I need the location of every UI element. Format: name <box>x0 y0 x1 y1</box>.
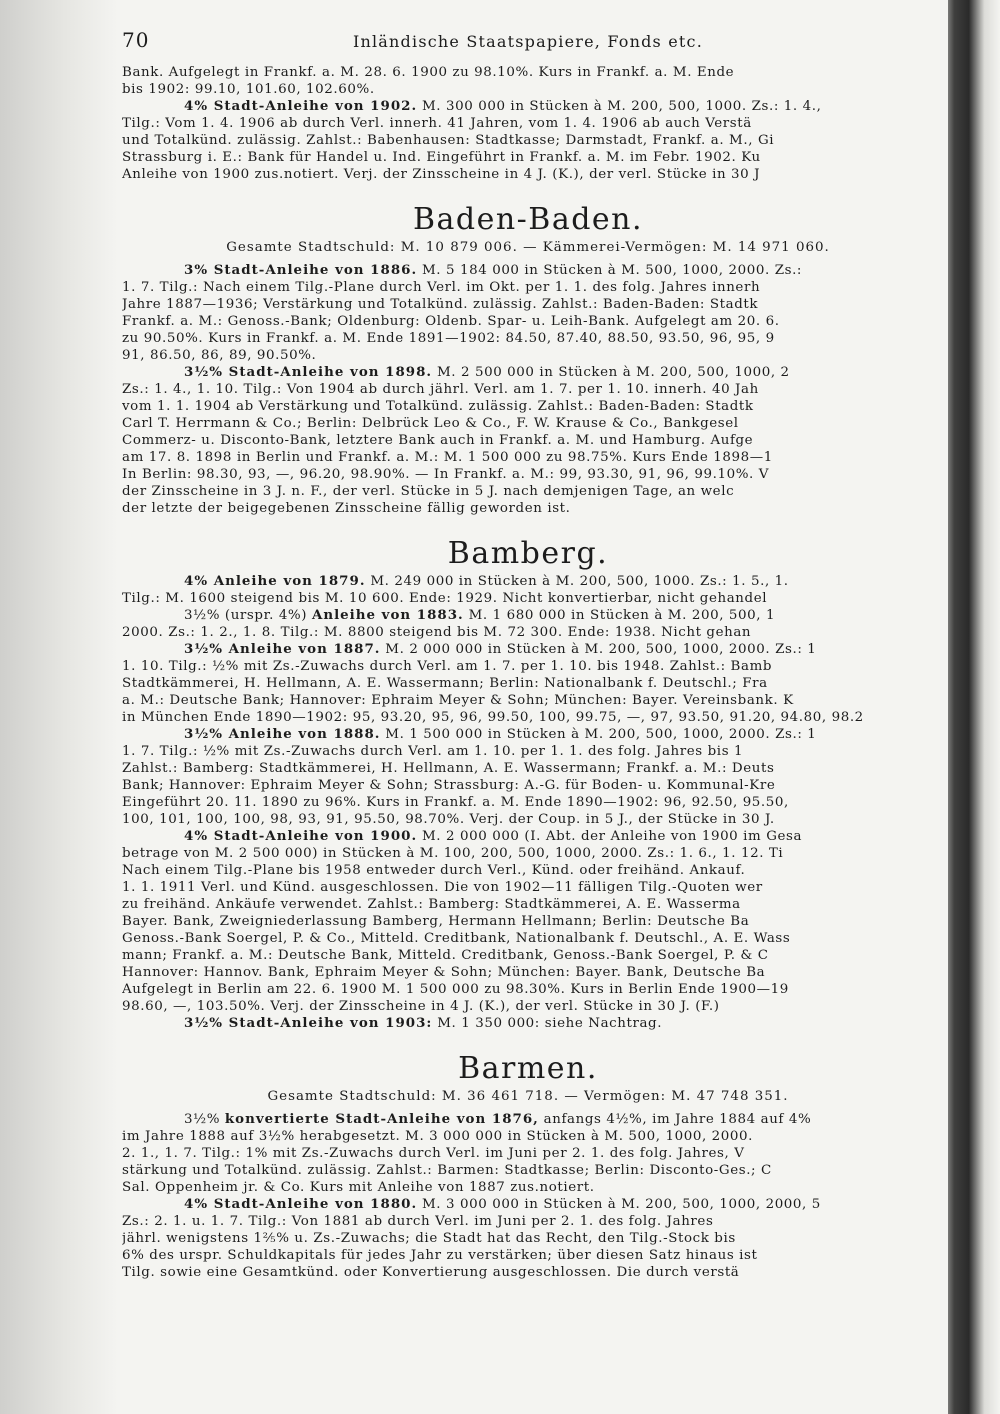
text-line: 2000. Zs.: 1. 2., 1. 8. Tilg.: M. 8800 steigend bis M. 72 300. Ende: 1938. Nicht gehan <box>122 625 752 640</box>
loan-heading: 3% Stadt-Anleihe von 1886. <box>184 262 418 278</box>
text-line: Sal. Oppenheim jr. & Co. Kurs mit Anleihe von 1887 zus.notiert. <box>122 1180 595 1195</box>
text-line <box>122 607 934 624</box>
text-line: Tilg. sowie eine Gesamtkünd. oder Konvertierung ausgeschlossen. Die durch verstä <box>122 1265 740 1280</box>
text-line: Genoss.-Bank Soergel, P. & Co., Mitteld. Creditbank, Nationalbank f. Deutschl., A. E. Wass <box>122 931 791 946</box>
text-line: und Totalkünd. zulässig. Zahlst.: Babenhausen: Stadtkasse; Darmstadt, Frankf. a. M., Gi <box>122 133 775 148</box>
text-line <box>122 364 934 381</box>
text-line: 100, 101, 100, 100, 98, 93, 91, 95.50, 98.70%. Verj. der Coup. in 5 J., der Stücke in 30 J. <box>122 812 775 827</box>
loan-text: M. 1 350 000: siehe Nachtrag. <box>432 1016 663 1031</box>
text-line: in München Ende 1890—1902: 95, 93.20, 95, 96, 99.50, 100, 99.75, —, 97, 93.50, 91.20, 94.80, 98.2 <box>122 710 864 725</box>
text-line: Aufgelegt in Berlin am 22. 6. 1900 M. 1 500 000 zu 98.30%. Kurs in Berlin Ende 1900—19 <box>122 982 789 997</box>
text-line: der Zinsscheine in 3 J. n. F., der verl. Stücke in 5 J. nach demjenigen Tage, an welc <box>122 484 735 499</box>
loan-heading: 4% Stadt-Anleihe von 1902. <box>184 98 418 114</box>
text-line: Nach einem Tilg.-Plane bis 1958 entweder durch Verl., Künd. oder freihänd. Ankauf. <box>122 863 746 878</box>
left-scan-margin <box>0 0 118 1414</box>
loan-heading: 4% Anleihe von 1879. <box>184 573 366 589</box>
text-line: 1. 1. 1911 Verl. und Künd. ausgeschlossen. Die von 1902—11 fälligen Tilg.-Quoten wer <box>122 880 763 895</box>
text-line: Carl T. Herrmann & Co.; Berlin: Delbrück Leo & Co., F. W. Krause & Co., Bankgesel <box>122 416 739 431</box>
intro-block <box>122 64 934 183</box>
text-line: a. M.: Deutsche Bank; Hannover: Ephraim Meyer & Sohn; München: Bayer. Vereinsbank. K <box>122 693 794 708</box>
document-page <box>122 24 934 1281</box>
loan-heading: 4% Stadt-Anleihe von 1900. <box>184 828 418 844</box>
loan-rate: 3½% (urspr. 4%) <box>184 608 312 623</box>
section-bamberg <box>122 535 934 1032</box>
section-summary: Gesamte Stadtschuld: M. 36 461 718. — Vermögen: M. 47 748 351. <box>267 1089 789 1104</box>
text-line: Bank. Aufgelegt in Frankf. a. M. 28. 6. 1900 zu 98.10%. Kurs in Frankf. a. M. Ende <box>122 65 735 80</box>
loan-heading: 3½% Anleihe von 1887. <box>184 641 381 657</box>
right-scan-margin <box>948 0 1000 1414</box>
text-line: Bank; Hannover: Ephraim Meyer & Sohn; Strassburg: A.-G. für Boden- u. Kommunal-Kre <box>122 778 776 793</box>
text-line: jährl. wenigstens 1⅖% u. Zs.-Zuwachs; die Stadt hat das Recht, den Tilg.-Stock bis <box>122 1231 736 1246</box>
loan-text: M. 5 184 000 in Stücken à M. 500, 1000, 2000. Zs.: <box>417 263 803 278</box>
text-line: 1. 7. Tilg.: ½% mit Zs.-Zuwachs durch Verl. am 1. 10. per 1. 1. des folg. Jahres bis 1 <box>122 744 744 759</box>
text-line: vom 1. 1. 1904 ab Verstärkung und Totalkünd. zulässig. Zahlst.: Baden-Baden: Stadtk <box>122 399 754 414</box>
loan-text: M. 1 680 000 in Stücken à M. 200, 500, 1 <box>463 608 776 623</box>
text-line: der letzte der beigegebenen Zinsscheine fällig geworden ist. <box>122 501 571 516</box>
text-line <box>122 1111 934 1128</box>
section-barmen <box>122 1050 934 1281</box>
section-summary: Gesamte Stadtschuld: M. 10 879 006. — Kämmerei-Vermögen: M. 14 971 060. <box>226 240 830 255</box>
section-title: Barmen. <box>458 1051 598 1086</box>
text-line: Zs.: 2. 1. u. 1. 7. Tilg.: Von 1881 ab durch Verl. im Juni per 2. 1. des folg. Jahres <box>122 1214 714 1229</box>
loan-text: M. 1 500 000 in Stücken à M. 200, 500, 1000, 2000. Zs.: 1 <box>380 727 817 742</box>
text-line <box>122 726 934 743</box>
loan-heading: 3½% Stadt-Anleihe von 1903: <box>184 1015 433 1031</box>
loan-text: M. 2 000 000 (I. Abt. der Anleihe von 1900 im Gesa <box>417 829 803 844</box>
text-line: 98.60, —, 103.50%. Verj. der Zinsscheine in 4 J. (K.), der verl. Stücke in 30 J. (F.) <box>122 999 720 1014</box>
text-line: am 17. 8. 1898 in Berlin und Frankf. a. M.: M. 1 500 000 zu 98.75%. Kurs Ende 1898—1 <box>122 450 773 465</box>
text-line: stärkung und Totalkünd. zulässig. Zahlst.: Barmen: Stadtkasse; Berlin: Disconto-Ges.; C <box>122 1163 772 1178</box>
loan-text: M. 2 000 000 in Stücken à M. 200, 500, 1000, 2000. Zs.: 1 <box>380 642 817 657</box>
text-line: Hannover: Hannov. Bank, Ephraim Meyer & Sohn; München: Bayer. Bank, Deutsche Ba <box>122 965 766 980</box>
loan-text: anfangs 4½%, im Jahre 1884 auf 4% <box>538 1112 812 1127</box>
loan-rate: 3½% <box>184 1112 225 1127</box>
page-number: 70 <box>122 28 150 52</box>
text-line: Zahlst.: Bamberg: Stadtkämmerei, H. Hellmann, A. E. Wassermann; Frankf. a. M.: Deuts <box>122 761 775 776</box>
loan-text: M. 3 000 000 in Stücken à M. 200, 500, 1000, 2000, 5 <box>417 1197 821 1212</box>
loan-text: M. 2 500 000 in Stücken à M. 200, 500, 1000, 2 <box>432 365 790 380</box>
text-line: zu freihänd. Ankäufe verwendet. Zahlst.: Bamberg: Stadtkämmerei, A. E. Wasserma <box>122 897 741 912</box>
text-line: Tilg.: M. 1600 steigend bis M. 10 600. Ende: 1929. Nicht konvertierbar, nicht gehandel <box>122 591 768 606</box>
loan-heading: Anleihe von 1883. <box>311 607 464 623</box>
page-title: Inländische Staatspapiere, Fonds etc. <box>352 32 704 51</box>
text-line: 6% des urspr. Schuldkapitals für jedes Jahr zu verstärken; über diesen Satz hinaus ist <box>122 1248 758 1263</box>
text-line <box>122 98 934 115</box>
text-line: 1. 7. Tilg.: Nach einem Tilg.-Plane durch Verl. im Okt. per 1. 1. des folg. Jahres innerh <box>122 280 761 295</box>
text-line: 91, 86.50, 86, 89, 90.50%. <box>122 348 317 363</box>
text-line: betrage von M. 2 500 000) in Stücken à M. 100, 200, 500, 1000, 2000. Zs.: 1. 6., 1. 12. Ti <box>122 846 784 861</box>
loan-heading: 4% Stadt-Anleihe von 1880. <box>184 1196 418 1212</box>
text-line: Strassburg i. E.: Bank für Handel u. Ind. Eingeführt in Frankf. a. M. im Febr. 1902. Ku <box>122 150 761 165</box>
text-line: im Jahre 1888 auf 3½% herabgesetzt. M. 3 000 000 in Stücken à M. 500, 1000, 2000. <box>122 1129 754 1144</box>
text-line: 1. 10. Tilg.: ½% mit Zs.-Zuwachs durch Verl. am 1. 7. per 1. 10. bis 1948. Zahlst.: Bamb <box>122 659 773 674</box>
text-line: bis 1902: 99.10, 101.60, 102.60%. <box>122 82 375 97</box>
loan-heading: konvertierte Stadt-Anleihe von 1876, <box>224 1111 539 1127</box>
text-line: Eingeführt 20. 11. 1890 zu 96%. Kurs in Frankf. a. M. Ende 1890—1902: 96, 92.50, 95.50, <box>122 795 789 810</box>
text-line: Tilg.: Vom 1. 4. 1906 ab durch Verl. innerh. 41 Jahren, vom 1. 4. 1906 ab auch Verstä <box>122 116 752 131</box>
text-line: Bayer. Bank, Zweigniederlassung Bamberg, Hermann Hellmann; Berlin: Deutsche Ba <box>122 914 750 929</box>
text-line <box>122 828 934 845</box>
text-line: Commerz- u. Disconto-Bank, letztere Bank auch in Frankf. a. M. und Hamburg. Aufge <box>122 433 754 448</box>
text-line: 2. 1., 1. 7. Tilg.: 1% mit Zs.-Zuwachs durch Verl. im Juni per 2. 1. des folg. Jahres, V <box>122 1146 745 1161</box>
text-line: Stadtkämmerei, H. Hellmann, A. E. Wassermann; Berlin: Nationalbank f. Deutschl.; Fra <box>122 676 768 691</box>
loan-heading: 3½% Anleihe von 1888. <box>184 726 381 742</box>
text-line <box>122 1015 934 1032</box>
text-line: Anleihe von 1900 zus.notiert. Verj. der Zinsscheine in 4 J. (K.), der verl. Stücke in 30 J <box>122 167 761 182</box>
text-line: Jahre 1887—1936; Verstärkung und Totalkünd. zulässig. Zahlst.: Baden-Baden: Stadtk <box>122 297 759 312</box>
text-line <box>122 1196 934 1213</box>
section-baden-baden <box>122 201 934 517</box>
section-title: Baden-Baden. <box>412 202 644 237</box>
running-head <box>122 24 934 64</box>
text-line: Frankf. a. M.: Genoss.-Bank; Oldenburg: Oldenb. Spar- u. Leih-Bank. Aufgelegt am 20. 6. <box>122 314 780 329</box>
text-line: zu 90.50%. Kurs in Frankf. a. M. Ende 1891—1902: 84.50, 87.40, 88.50, 93.50, 96, 95, 9 <box>122 331 775 346</box>
loan-text: M. 300 000 in Stücken à M. 200, 500, 1000. Zs.: 1. 4., <box>417 99 822 114</box>
text-line: In Berlin: 98.30, 93, —, 96.20, 98.90%. — In Frankf. a. M.: 99, 93.30, 91, 96, 99.10%. V <box>122 467 770 482</box>
loan-text: M. 249 000 in Stücken à M. 200, 500, 1000. Zs.: 1. 5., 1. <box>365 574 789 589</box>
text-line <box>122 573 934 590</box>
text-line: mann; Frankf. a. M.: Deutsche Bank, Mitteld. Creditbank, Genoss.-Bank Soergel, P. & C <box>122 948 769 963</box>
text-line: Zs.: 1. 4., 1. 10. Tilg.: Von 1904 ab durch jährl. Verl. am 1. 7. per 1. 10. innerh. 40 Jah <box>122 382 759 397</box>
section-title: Bamberg. <box>447 536 609 571</box>
text-line <box>122 641 934 658</box>
text-line <box>122 262 934 279</box>
loan-heading: 3½% Stadt-Anleihe von 1898. <box>184 364 433 380</box>
